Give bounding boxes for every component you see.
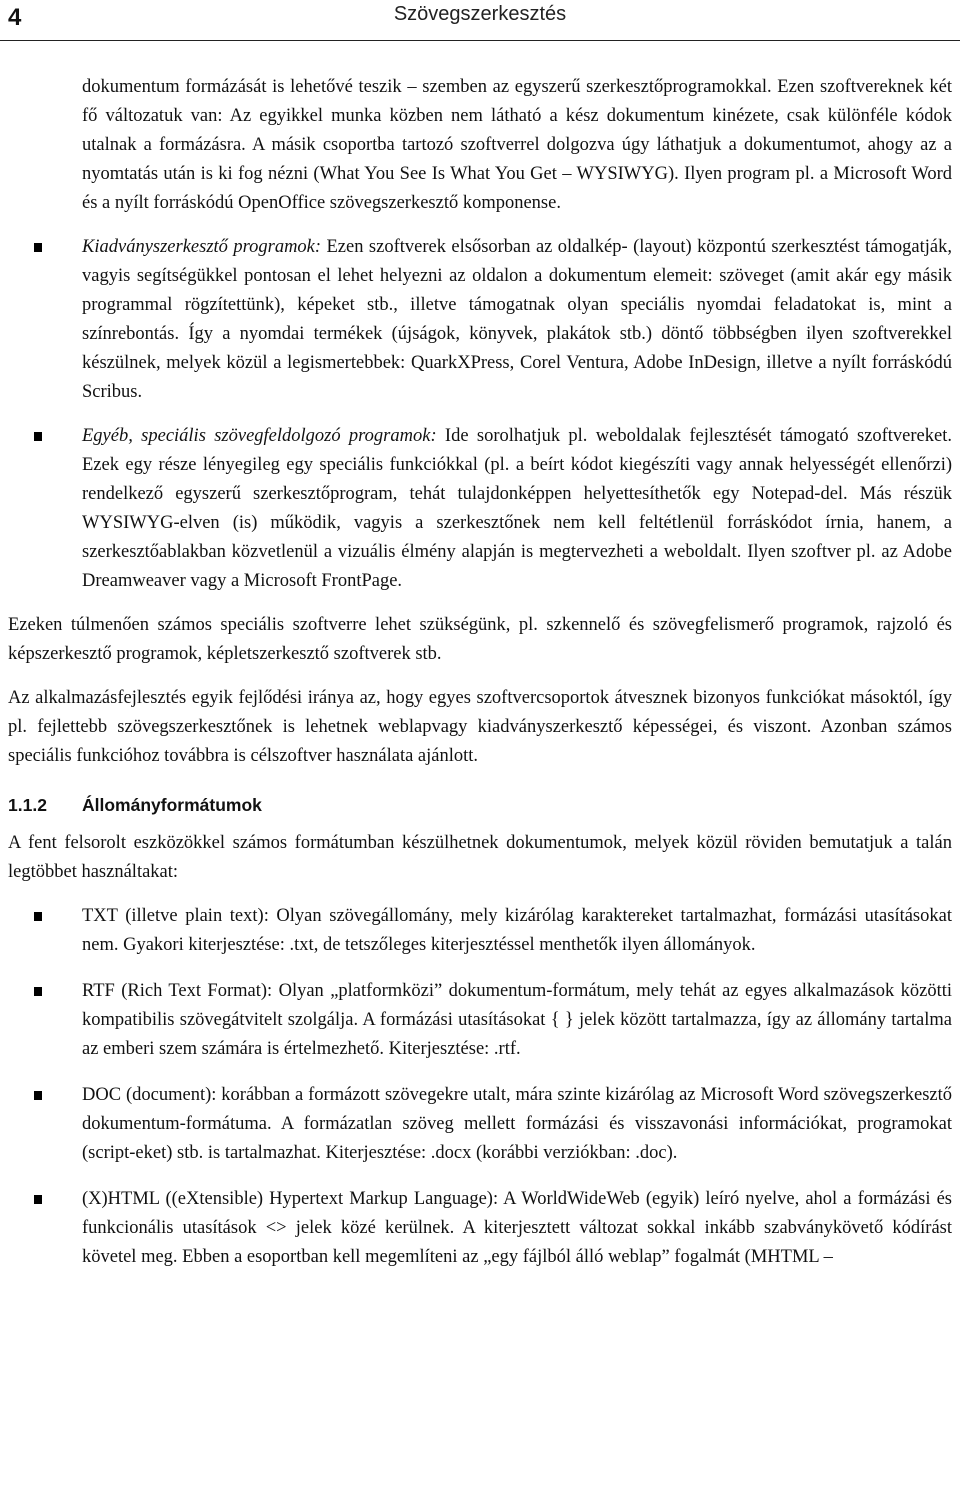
format-description: DOC (document): korábban a formázott szövegekre utalt, mára szinte kizárólag az Microsoft Word szövegszerkesztő dokumentum-formátuma. A formázatlan szöveg mellett formázási és visszavonási információkat, programokat (script-eket) stb. is tartalmazhat. Kiterjesztése: .docx (korábbi verziókban: .doc). bbox=[82, 1085, 952, 1163]
format-description: (X)HTML ((eXtensible) Hypertext Markup Language): A WorldWideWeb (egyik) leíró nyelve, ahol a formázási és funkcionális utasítások <> jelek közé kerülnek. A kiterjesztett változat sokkal inkább szabványkövető kódírást követel meg. Ebben a esoportban kell megemlíteni az „egy fájlból álló weblap” fogalmát (MHTML – bbox=[82, 1189, 952, 1267]
page-number: 4 bbox=[8, 4, 22, 31]
list-item-special-software bbox=[8, 422, 952, 596]
definition: Ide sorolhatjuk pl. weboldalak fejlesztését támogató szoftvereket. Ezek egy része lényegileg egy speciális funkciókkal (pl. a beírt kódot kiegészíti vagy annak helyességét ellenőrzi) rendelkező egyszerű szerkesztőprogram, tehát tulajdonképpen helyettesíthetők egy Notepad-del. Más részük WYSIWYG-elven (is) működik, vagyis a szerkesztőnek nem kell feltétlenül forráskódot írnia, hanem, a szerkesztőablakban közvetlenül a vizuális élmény alapján is megtervezheti a weboldalt. Ilyen szoftver pl. az Adobe Dreamweaver vagy a Microsoft FrontPage. bbox=[82, 426, 952, 591]
term: Egyéb, speciális szövegfeldolgozó programok: bbox=[82, 426, 437, 446]
list-item-rtf bbox=[8, 977, 952, 1064]
page-header bbox=[0, 0, 960, 41]
term: Kiadványszerkesztő programok: bbox=[82, 237, 322, 257]
list-item-html bbox=[8, 1185, 952, 1272]
bullet-icon bbox=[34, 432, 42, 441]
paragraph: Ezeken túlmenően számos speciális szoftverre lehet szükségünk, pl. szkennelő és szövegfelismerő programok, rajzoló és képszerkesztő programok, képletszerkesztő szoftverek stb. bbox=[8, 615, 952, 664]
bullet-icon bbox=[34, 912, 42, 921]
section-number: 1.1.2 bbox=[8, 795, 47, 815]
intro-continuation: dokumentum formázását is lehetővé teszik – szemben az egyszerű szerkesztőprogramokkal. Ezen szoftvereknek két fő változatuk van: Az egyikkel munka közben nem látható a kész dokumentum kinézete, csak különféle kódok utalnak a formázásra. A másik csoportba tartozó szoftverrel dolgozva úgy láthatjuk a dokumentumot, ahogy az a nyomtatás után is ki fog nézni (What You See Is What You Get – WYSIWYG). Ilyen program pl. a Microsoft Word és a nyílt forráskódú OpenOffice szövegszerkesztő komponense. bbox=[82, 77, 952, 213]
bullet-icon bbox=[34, 987, 42, 996]
format-description: TXT (illetve plain text): Olyan szövegállomány, mely kizárólag karaktereket tartalmazhat, formázási utasításokat nem. Gyakori kiterjesztése: .txt, de tetszőleges kiterjesztéssel menthetők ilyen állományok. bbox=[82, 906, 952, 955]
bullet-icon bbox=[34, 1091, 42, 1100]
format-list bbox=[8, 902, 952, 1272]
page-body bbox=[8, 73, 952, 1289]
section-title: Állományformátumok bbox=[82, 795, 262, 815]
bullet-icon bbox=[34, 243, 42, 252]
bullet-icon bbox=[34, 1195, 42, 1204]
format-description: RTF (Rich Text Format): Olyan „platformközi” dokumentum-formátum, mely tehát az egyes alkalmazások közötti kompatibilis szövegátvitelt szolgálja. A formázási utasításokat { } jelek között tartalmazza, így az állomány tartalma az emberi szem számára is értelmezhető. Kiterjesztése: .rtf. bbox=[82, 981, 952, 1059]
section-heading bbox=[8, 793, 952, 817]
list-item-desktop-publishing bbox=[8, 233, 952, 407]
running-title: Szövegszerkesztés bbox=[393, 3, 567, 25]
list-item-doc bbox=[8, 1081, 952, 1168]
paragraph: Az alkalmazásfejlesztés egyik fejlődési iránya az, hogy egyes szoftvercsoportok átvesznek bizonyos funkciókat másoktól, így pl. fejlettebb szövegszerkesztőnek is lehetnek weblapvagy kiadványszerkesztő képességei, és viszont. Azonban számos speciális funkcióhoz továbbra is célszoftver használata ajánlott. bbox=[8, 688, 952, 766]
section-intro: A fent felsorolt eszközökkel számos formátumban készülhetnek dokumentumok, melyek közül röviden bemutatjuk a talán legtöbbet használtakat: bbox=[8, 833, 952, 882]
list-item-txt bbox=[8, 902, 952, 960]
definition: Ezen szoftverek elsősorban az oldalkép- (layout) központú szerkesztést támogatják, vagyis segítségükkel pontosan el lehet helyezni az oldalon a dokumentum elemeit: szöveget (amit akár egy másik programmal rögzítettünk), képeket stb., illetve támogatnak olyan speciális nyomdai feladatokat is, mint a színrebontás. Így a nyomdai termékek (újságok, könyvek, plakátok stb.) döntő többségben ilyen szoftverekkel készülnek, melyek közül a legismertebbek: QuarkXPress, Corel Ventura, Adobe InDesign, illetve a nyílt forráskódú Scribus. bbox=[82, 237, 952, 402]
